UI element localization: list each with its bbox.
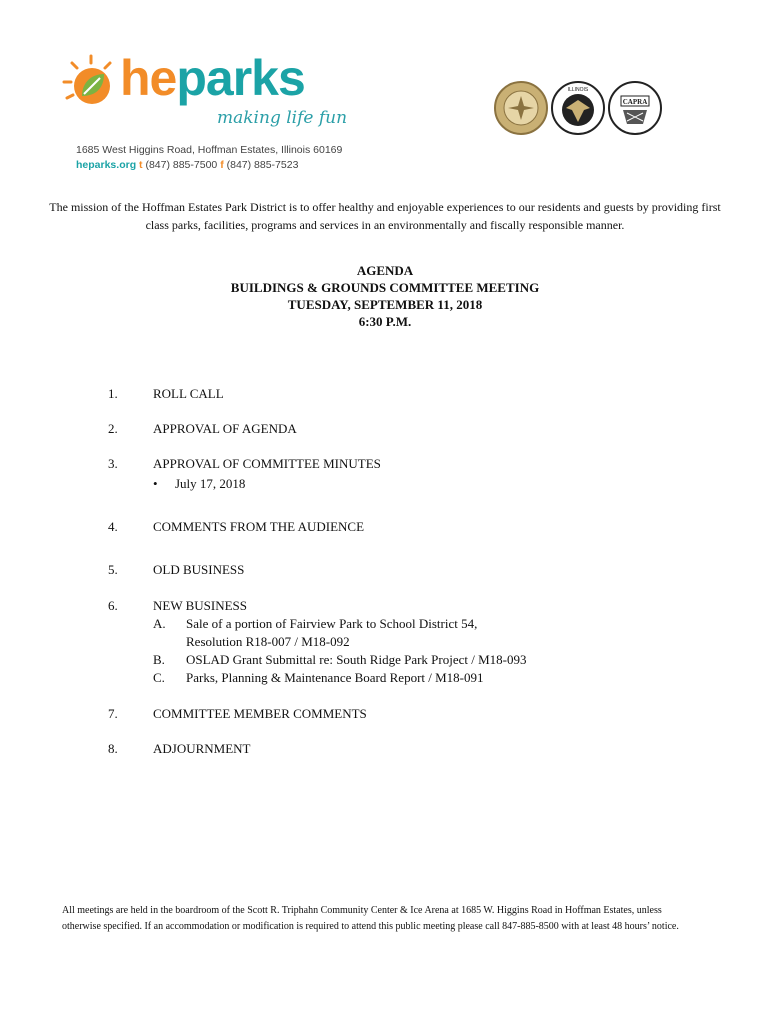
item-adjournment: ADJOURNMENT (153, 741, 251, 756)
item-number: 2. (108, 421, 118, 436)
item-old-business: OLD BUSINESS (153, 562, 245, 577)
meeting-location-note: All meetings are held in the boardroom of the Scott R. Triphahn Community Center & Ice Arena at 1685 W. Higgins Road in Hoffman Estates, unless otherwise specified. If an accommodation or modification is required to attend this public meeting please call 847-885-8500 with at least 48 hours’ notice. (62, 905, 679, 932)
item-number: 1. (108, 386, 118, 401)
item-number: 8. (108, 741, 118, 756)
sub-item-text: Parks, Planning & Maintenance Board Report / M18-091 (186, 670, 484, 685)
logo-wordmark: heparks (120, 50, 305, 106)
sub-letter: A. (153, 616, 166, 631)
sub-item-text: Resolution R18-007 / M18-092 (186, 634, 350, 649)
item-audience-comments: COMMENTS FROM THE AUDIENCE (153, 519, 365, 534)
meeting-date: TUESDAY, SEPTEMBER 11, 2018 (287, 297, 483, 312)
item-number: 4. (108, 519, 118, 534)
sub-item-text: Sale of a portion of Fairview Park to School District 54, (186, 616, 478, 631)
fax-label: f (220, 159, 224, 171)
bullet-icon: • (153, 476, 158, 491)
item-roll-call: ROLL CALL (153, 386, 224, 401)
phone-label: t (139, 159, 143, 171)
minutes-date: July 17, 2018 (175, 476, 246, 491)
item-approval-minutes: APPROVAL OF COMMITTEE MINUTES (153, 456, 381, 471)
svg-text:CAPRA: CAPRA (622, 98, 648, 106)
sub-letter: B. (153, 652, 165, 667)
item-number: 7. (108, 706, 118, 721)
sub-item-text: OSLAD Grant Submittal re: South Ridge Park Project / M18-093 (186, 652, 527, 667)
website-link[interactable]: heparks.org (76, 159, 137, 171)
mission-statement: The mission of the Hoffman Estates Park District is to offer healthy and enjoyable experiences to our residents and guests by providing first class parks, facilities, programs and services in an environmentally and fiscally responsible manner. (49, 200, 721, 232)
phone-number: (847) 885-7500 (145, 159, 218, 171)
item-number: 3. (108, 456, 118, 471)
meeting-name: BUILDINGS & GROUNDS COMMITTEE MEETING (230, 280, 540, 295)
address-line: 1685 West Higgins Road, Hoffman Estates, Illinois 60169 (76, 144, 343, 156)
item-approval-agenda: APPROVAL OF AGENDA (153, 421, 297, 436)
item-new-business: NEW BUSINESS (153, 598, 248, 613)
item-number: 5. (108, 562, 118, 577)
svg-text:ILLINOIS: ILLINOIS (567, 87, 589, 93)
fax-number: (847) 885-7523 (226, 159, 299, 171)
item-member-comments: COMMITTEE MEMBER COMMENTS (153, 706, 367, 721)
item-number: 6. (108, 598, 118, 613)
meeting-time: 6:30 P.M. (358, 314, 412, 329)
agenda-title: AGENDA (356, 263, 414, 278)
sub-letter: C. (153, 670, 165, 685)
logo-tagline: making life fun (217, 108, 348, 128)
